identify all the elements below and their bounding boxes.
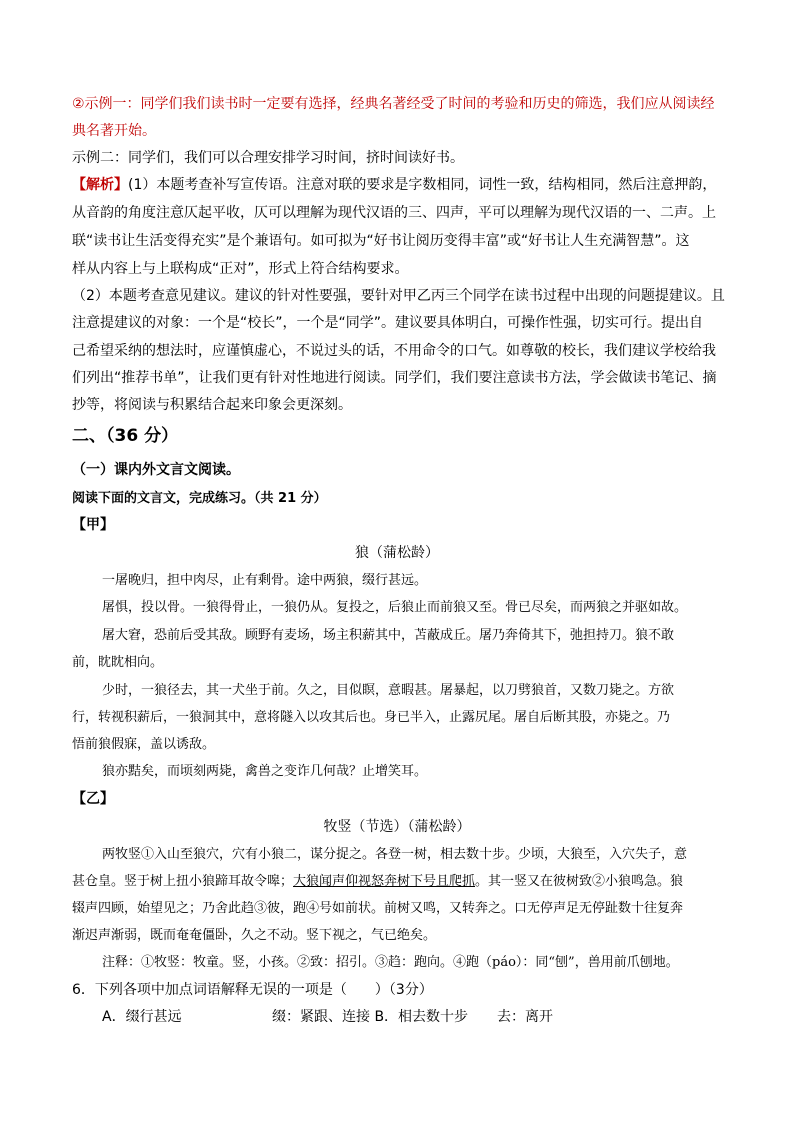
analysis-paragraph-1-line-4: 样从内容上与上联构成“正对”，形式上符合结构要求。 (72, 261, 409, 277)
option-a-label: A．缀行甚远 (102, 1009, 182, 1025)
yi-line-3: 辍声四顾，始望见之；乃舍此趋③彼，跑④号如前状。前树又鸣，又转奔之。口无停声足无停趾数十往复奔 (72, 901, 684, 916)
yi-line-2 (72, 872, 683, 892)
jia-line-3: 屠大窘，恐前后受其敌。顾野有麦场，场主积薪其中，苫蔽成丘。屠乃奔倚其下，弛担持刀。狼不敢 (102, 628, 675, 643)
example-one-line-1: ②示例一：同学们我们读书时一定要有选择，经典名著经受了时间的考验和历史的筛选，我们应从阅读经 (72, 96, 715, 112)
subsection-heading: （一）课内外文言文阅读。 (72, 462, 240, 478)
jia-line-6: 行，转视积薪后，一狼洞其中，意将隧入以攻其后也。身已半入，止露尻尾。屠自后断其股，亦毙之。乃 (72, 710, 671, 725)
analysis-paragraph-1-line-3: 联“读书让生活变得充实”是个兼语句。如可拟为“好书让阅历变得丰富”或“好书让人生充满智慧”。这 (72, 233, 690, 249)
analysis-paragraph-2-line-3: 己希望采纳的想法时，应谨慎虚心，不说过头的话，不用命令的口气。如尊敬的校长，我们建议学校给我 (72, 343, 716, 359)
yi-title: 牧竖（节选）（蒲松龄） (323, 819, 471, 835)
jia-line-4: 前，眈眈相向。 (72, 655, 164, 670)
instruction-text: 阅读下面的文言文，完成练习。（共 21 分） (72, 491, 327, 506)
jia-line-2: 屠惧，投以骨。一狼得骨止，一狼仍从。复投之，后狼止而前狼又至。骨已尽矣，而两狼之并驱如故。 (102, 600, 688, 615)
section-heading: 二、（36 分） (72, 426, 179, 446)
analysis-tag: 【解析】 (72, 177, 128, 193)
jia-label: 【甲】 (72, 517, 114, 533)
yi-line-2-end: 。其一竖又在彼树致②小狼鸣急。狼 (475, 874, 684, 889)
analysis-text: (1）本题考查补写宣传语。注意对联的要求是字数相同，词性一致，结构相同，然后注意押韵， (128, 177, 717, 193)
yi-label: 【乙】 (72, 791, 114, 807)
jia-title: 狼（蒲松龄） (355, 545, 439, 561)
yi-line-4: 渐迟声渐弱，既而奄奄僵卧，久之不动。竖下视之，气已绝矣。 (72, 928, 437, 943)
option-b-explanation: 去：离开 (497, 1009, 553, 1025)
analysis-paragraph-2-line-5: 抄等，将阅读与积累结合起来印象会更深刻。 (72, 397, 352, 413)
analysis-paragraph-1-line-1 (72, 175, 716, 195)
jia-line-8: 狼亦黠矣，而顷刻两毙，禽兽之变诈几何哉？止增笑耳。 (102, 764, 428, 779)
analysis-paragraph-1-line-2: 从音韵的角度注意仄起平收，仄可以理解为现代汉语的三、四声，平可以理解为现代汉语的一、二声。上 (72, 205, 716, 221)
yi-annotation: 注释：①牧竖：牧童。竖，小孩。②致：招引。③趋：跑向。④跑（páo）：同“刨”，兽用前爪刨地。 (102, 955, 679, 970)
jia-line-1: 一屠晚归，担中肉尽，止有剩骨。途中两狼，缀行甚远。 (102, 573, 428, 588)
question-6: 6．下列各项中加点词语解释无误的一项是（ ）（3分） (72, 982, 433, 998)
option-a-explanation: 缀：紧跟、连接 B．相去数十步 (272, 1009, 469, 1025)
analysis-paragraph-2-line-1: （2）本题考查意见建议。建议的针对性要强，要针对甲乙丙三个同学在读书过程中出现的问题提建议。且 (72, 288, 725, 304)
analysis-paragraph-2-line-2: 注意提建议的对象：一个是“校长”，一个是“同学”。建议要具体明白，可操作性强，切实可行。提出自 (72, 315, 704, 331)
yi-underlined-sentence: 大狼闻声仰视怒奔树下号且爬抓 (293, 874, 476, 889)
jia-line-7: 悟前狼假寐，盖以诱敌。 (72, 737, 216, 752)
yi-line-1: 两牧竖①入山至狼穴，穴有小狼二，谋分捉之。各登一树，相去数十步。少顷，大狼至，入穴失子，意 (102, 847, 688, 862)
jia-line-5: 少时，一狼径去，其一犬坐于前。久之，目似瞑，意暇甚。屠暴起，以刀劈狼首，又数刀毙之。方欲 (102, 683, 675, 698)
yi-line-2-start: 甚仓皇。竖于树上扭小狼蹄耳故令嗥； (72, 874, 294, 889)
example-two-line: 示例二：同学们，我们可以合理安排学习时间，挤时间读好书。 (72, 150, 464, 166)
example-one-line-2: 典名著开始。 (72, 123, 156, 139)
analysis-paragraph-2-line-4: 们列出“推荐书单”，让我们更有针对性地进行阅读。同学们，我们要注意读书方法，学会做读书笔记、摘 (72, 370, 717, 386)
